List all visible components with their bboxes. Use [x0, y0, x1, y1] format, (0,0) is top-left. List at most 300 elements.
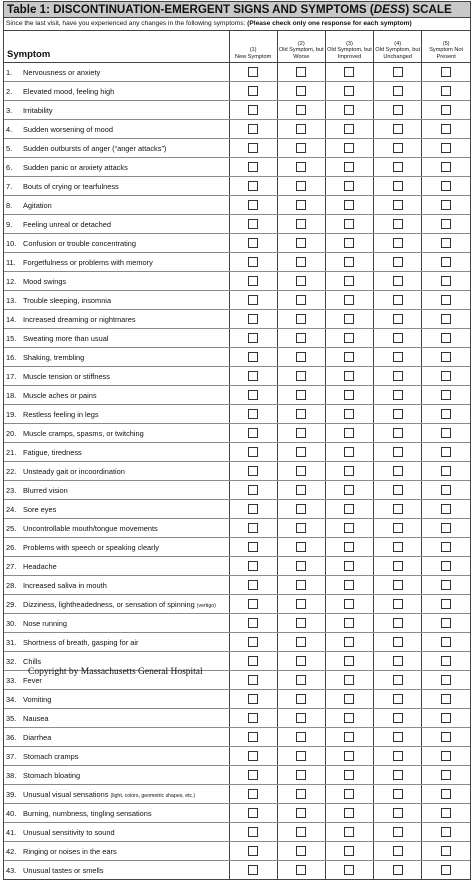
option-header-4: (4) Old Symptom, but Unchanged: [374, 31, 422, 63]
response-checkbox-1[interactable]: [248, 200, 258, 210]
response-checkbox-1[interactable]: [248, 675, 258, 685]
response-checkbox-1[interactable]: [248, 789, 258, 799]
response-cell-3: [325, 462, 373, 481]
response-checkbox-5[interactable]: [441, 181, 451, 191]
response-checkbox-5[interactable]: [441, 523, 451, 533]
response-checkbox-3[interactable]: [344, 580, 354, 590]
response-checkbox-2[interactable]: [296, 257, 306, 267]
response-cell-3: [325, 690, 373, 709]
response-checkbox-5[interactable]: [441, 466, 451, 476]
response-checkbox-2[interactable]: [296, 219, 306, 229]
response-checkbox-5[interactable]: [441, 542, 451, 552]
response-cell-2: [277, 766, 325, 785]
symptom-label: Nausea: [23, 713, 49, 723]
response-checkbox-4[interactable]: [393, 846, 403, 856]
response-checkbox-3[interactable]: [344, 371, 354, 381]
response-checkbox-4[interactable]: [393, 447, 403, 457]
symptom-cell: [4, 196, 229, 215]
response-checkbox-1[interactable]: [248, 770, 258, 780]
response-checkbox-3[interactable]: [344, 447, 354, 457]
response-checkbox-1[interactable]: [248, 808, 258, 818]
response-checkbox-5[interactable]: [441, 162, 451, 172]
response-cell-4: [374, 120, 422, 139]
response-checkbox-2[interactable]: [296, 466, 306, 476]
response-checkbox-4[interactable]: [393, 105, 403, 115]
copyright-notice: Copyright by Massachusetts General Hospital: [28, 667, 203, 677]
response-checkbox-1[interactable]: [248, 238, 258, 248]
response-checkbox-5[interactable]: [441, 789, 451, 799]
response-checkbox-2[interactable]: [296, 390, 306, 400]
response-checkbox-3[interactable]: [344, 618, 354, 628]
response-checkbox-1[interactable]: [248, 124, 258, 134]
response-checkbox-2[interactable]: [296, 732, 306, 742]
response-checkbox-1[interactable]: [248, 162, 258, 172]
response-checkbox-3[interactable]: [344, 200, 354, 210]
response-checkbox-3[interactable]: [344, 732, 354, 742]
symptom-label: Problems with speech or speaking clearly: [23, 542, 159, 552]
response-checkbox-2[interactable]: [296, 713, 306, 723]
response-checkbox-3[interactable]: [344, 86, 354, 96]
response-checkbox-4[interactable]: [393, 333, 403, 343]
symptom-label: Bouts of crying or tearfulness: [23, 181, 119, 191]
response-checkbox-4[interactable]: [393, 713, 403, 723]
response-checkbox-1[interactable]: [248, 713, 258, 723]
response-cell-4: [374, 63, 422, 82]
response-checkbox-3[interactable]: [344, 409, 354, 419]
response-cell-1: [229, 842, 277, 861]
symptom-cell: [4, 215, 229, 234]
response-cell-3: [325, 443, 373, 462]
response-checkbox-3[interactable]: [344, 523, 354, 533]
symptom-label: Stomach cramps: [23, 751, 79, 761]
symptom-cell: [4, 595, 229, 614]
response-cell-3: [325, 861, 373, 880]
response-checkbox-3[interactable]: [344, 675, 354, 685]
response-checkbox-5[interactable]: [441, 770, 451, 780]
response-checkbox-2[interactable]: [296, 314, 306, 324]
response-checkbox-4[interactable]: [393, 409, 403, 419]
response-checkbox-4[interactable]: [393, 656, 403, 666]
response-checkbox-4[interactable]: [393, 143, 403, 153]
response-checkbox-3[interactable]: [344, 770, 354, 780]
response-checkbox-3[interactable]: [344, 599, 354, 609]
response-checkbox-5[interactable]: [441, 485, 451, 495]
response-checkbox-2[interactable]: [296, 846, 306, 856]
response-checkbox-5[interactable]: [441, 637, 451, 647]
response-cell-4: [374, 253, 422, 272]
response-checkbox-4[interactable]: [393, 466, 403, 476]
response-checkbox-4[interactable]: [393, 314, 403, 324]
response-cell-4: [374, 538, 422, 557]
response-cell-3: [325, 671, 373, 690]
response-checkbox-5[interactable]: [441, 751, 451, 761]
response-cell-2: [277, 405, 325, 424]
response-checkbox-5[interactable]: [441, 276, 451, 286]
response-checkbox-4[interactable]: [393, 637, 403, 647]
response-cell-5: [422, 652, 470, 671]
response-cell-2: [277, 82, 325, 101]
response-checkbox-5[interactable]: [441, 846, 451, 856]
response-checkbox-5[interactable]: [441, 86, 451, 96]
response-checkbox-5[interactable]: [441, 447, 451, 457]
response-checkbox-3[interactable]: [344, 694, 354, 704]
response-checkbox-3[interactable]: [344, 314, 354, 324]
symptom-label: Fever: [23, 675, 42, 685]
response-checkbox-5[interactable]: [441, 580, 451, 590]
response-checkbox-3[interactable]: [344, 67, 354, 77]
response-checkbox-4[interactable]: [393, 67, 403, 77]
response-checkbox-4[interactable]: [393, 219, 403, 229]
symptom-number: 27.: [6, 561, 17, 571]
response-checkbox-1[interactable]: [248, 751, 258, 761]
response-checkbox-2[interactable]: [296, 561, 306, 571]
response-cell-4: [374, 158, 422, 177]
response-checkbox-3[interactable]: [344, 542, 354, 552]
response-cell-3: [325, 424, 373, 443]
response-checkbox-4[interactable]: [393, 789, 403, 799]
response-checkbox-2[interactable]: [296, 542, 306, 552]
response-checkbox-3[interactable]: [344, 181, 354, 191]
response-checkbox-5[interactable]: [441, 352, 451, 362]
response-checkbox-3[interactable]: [344, 162, 354, 172]
symptom-number: 2.: [6, 86, 13, 96]
table-row: [4, 861, 470, 880]
response-checkbox-3[interactable]: [344, 390, 354, 400]
response-cell-3: [325, 234, 373, 253]
response-checkbox-5[interactable]: [441, 124, 451, 134]
response-checkbox-1[interactable]: [248, 656, 258, 666]
response-cell-4: [374, 348, 422, 367]
symptom-number: 40.: [6, 808, 17, 818]
response-checkbox-1[interactable]: [248, 181, 258, 191]
response-checkbox-3[interactable]: [344, 238, 354, 248]
response-checkbox-2[interactable]: [296, 238, 306, 248]
response-checkbox-2[interactable]: [296, 808, 306, 818]
response-checkbox-2[interactable]: [296, 751, 306, 761]
response-cell-2: [277, 500, 325, 519]
response-checkbox-5[interactable]: [441, 219, 451, 229]
response-cell-1: [229, 785, 277, 804]
response-checkbox-4[interactable]: [393, 390, 403, 400]
response-checkbox-1[interactable]: [248, 333, 258, 343]
response-checkbox-5[interactable]: [441, 656, 451, 666]
response-checkbox-5[interactable]: [441, 371, 451, 381]
response-checkbox-4[interactable]: [393, 827, 403, 837]
response-cell-2: [277, 538, 325, 557]
response-checkbox-3[interactable]: [344, 846, 354, 856]
response-checkbox-5[interactable]: [441, 200, 451, 210]
response-checkbox-1[interactable]: [248, 599, 258, 609]
response-checkbox-5[interactable]: [441, 67, 451, 77]
response-checkbox-3[interactable]: [344, 637, 354, 647]
response-checkbox-3[interactable]: [344, 827, 354, 837]
response-cell-2: [277, 842, 325, 861]
response-cell-4: [374, 481, 422, 500]
response-checkbox-1[interactable]: [248, 447, 258, 457]
response-checkbox-5[interactable]: [441, 428, 451, 438]
response-checkbox-4[interactable]: [393, 580, 403, 590]
response-checkbox-2[interactable]: [296, 86, 306, 96]
response-checkbox-3[interactable]: [344, 808, 354, 818]
response-checkbox-2[interactable]: [296, 409, 306, 419]
symptom-label: Burning, numbness, tingling sensations: [23, 808, 152, 818]
response-checkbox-2[interactable]: [296, 162, 306, 172]
response-cell-2: [277, 804, 325, 823]
response-checkbox-2[interactable]: [296, 789, 306, 799]
response-checkbox-4[interactable]: [393, 770, 403, 780]
response-cell-5: [422, 614, 470, 633]
response-checkbox-5[interactable]: [441, 827, 451, 837]
response-checkbox-4[interactable]: [393, 371, 403, 381]
response-cell-4: [374, 462, 422, 481]
response-checkbox-4[interactable]: [393, 238, 403, 248]
response-checkbox-1[interactable]: [248, 523, 258, 533]
response-checkbox-5[interactable]: [441, 390, 451, 400]
response-checkbox-5[interactable]: [441, 333, 451, 343]
response-cell-1: [229, 728, 277, 747]
response-cell-5: [422, 709, 470, 728]
response-cell-1: [229, 139, 277, 158]
response-checkbox-3[interactable]: [344, 504, 354, 514]
response-checkbox-1[interactable]: [248, 618, 258, 628]
response-checkbox-3[interactable]: [344, 466, 354, 476]
response-checkbox-5[interactable]: [441, 409, 451, 419]
response-checkbox-1[interactable]: [248, 352, 258, 362]
response-checkbox-1[interactable]: [248, 105, 258, 115]
response-checkbox-5[interactable]: [441, 105, 451, 115]
response-cell-5: [422, 215, 470, 234]
response-checkbox-1[interactable]: [248, 694, 258, 704]
symptom-number: 21.: [6, 447, 17, 457]
response-checkbox-1[interactable]: [248, 865, 258, 875]
response-checkbox-2[interactable]: [296, 675, 306, 685]
response-checkbox-2[interactable]: [296, 276, 306, 286]
response-checkbox-2[interactable]: [296, 504, 306, 514]
response-checkbox-3[interactable]: [344, 143, 354, 153]
response-checkbox-3[interactable]: [344, 561, 354, 571]
table-row: [4, 823, 470, 842]
response-checkbox-2[interactable]: [296, 485, 306, 495]
response-checkbox-2[interactable]: [296, 143, 306, 153]
response-checkbox-5[interactable]: [441, 295, 451, 305]
response-cell-4: [374, 101, 422, 120]
response-checkbox-4[interactable]: [393, 751, 403, 761]
response-checkbox-1[interactable]: [248, 314, 258, 324]
response-checkbox-3[interactable]: [344, 865, 354, 875]
response-checkbox-2[interactable]: [296, 618, 306, 628]
symptom-label: Sweating more than usual: [23, 333, 109, 343]
response-checkbox-1[interactable]: [248, 846, 258, 856]
response-checkbox-5[interactable]: [441, 713, 451, 723]
response-cell-3: [325, 652, 373, 671]
response-checkbox-1[interactable]: [248, 485, 258, 495]
response-checkbox-1[interactable]: [248, 580, 258, 590]
response-checkbox-2[interactable]: [296, 67, 306, 77]
response-checkbox-2[interactable]: [296, 447, 306, 457]
response-checkbox-5[interactable]: [441, 599, 451, 609]
table-row: [4, 538, 470, 557]
response-checkbox-3[interactable]: [344, 352, 354, 362]
response-checkbox-1[interactable]: [248, 390, 258, 400]
response-checkbox-4[interactable]: [393, 124, 403, 134]
response-checkbox-5[interactable]: [441, 618, 451, 628]
response-checkbox-1[interactable]: [248, 466, 258, 476]
response-checkbox-5[interactable]: [441, 675, 451, 685]
response-checkbox-4[interactable]: [393, 675, 403, 685]
response-checkbox-2[interactable]: [296, 428, 306, 438]
response-cell-2: [277, 747, 325, 766]
response-cell-3: [325, 215, 373, 234]
response-checkbox-3[interactable]: [344, 295, 354, 305]
response-checkbox-3[interactable]: [344, 105, 354, 115]
response-cell-4: [374, 842, 422, 861]
response-cell-1: [229, 823, 277, 842]
response-checkbox-5[interactable]: [441, 694, 451, 704]
response-checkbox-5[interactable]: [441, 504, 451, 514]
response-cell-5: [422, 519, 470, 538]
response-checkbox-3[interactable]: [344, 257, 354, 267]
table-row: [4, 82, 470, 101]
response-checkbox-1[interactable]: [248, 86, 258, 96]
symptom-cell: [4, 557, 229, 576]
response-checkbox-3[interactable]: [344, 276, 354, 286]
symptom-cell: [4, 481, 229, 500]
response-cell-5: [422, 861, 470, 880]
response-checkbox-2[interactable]: [296, 200, 306, 210]
response-checkbox-1[interactable]: [248, 276, 258, 286]
symptom-label: Muscle cramps, spasms, or twitching: [23, 428, 144, 438]
response-checkbox-1[interactable]: [248, 732, 258, 742]
response-checkbox-4[interactable]: [393, 694, 403, 704]
response-checkbox-4[interactable]: [393, 808, 403, 818]
response-checkbox-4[interactable]: [393, 257, 403, 267]
response-checkbox-3[interactable]: [344, 485, 354, 495]
response-checkbox-2[interactable]: [296, 656, 306, 666]
response-cell-4: [374, 690, 422, 709]
response-checkbox-5[interactable]: [441, 808, 451, 818]
response-checkbox-2[interactable]: [296, 770, 306, 780]
response-checkbox-2[interactable]: [296, 865, 306, 875]
response-checkbox-4[interactable]: [393, 865, 403, 875]
response-checkbox-4[interactable]: [393, 599, 403, 609]
response-checkbox-4[interactable]: [393, 428, 403, 438]
response-cell-5: [422, 158, 470, 177]
response-cell-2: [277, 253, 325, 272]
response-checkbox-2[interactable]: [296, 181, 306, 191]
response-checkbox-4[interactable]: [393, 732, 403, 742]
response-checkbox-4[interactable]: [393, 200, 403, 210]
response-checkbox-2[interactable]: [296, 694, 306, 704]
response-checkbox-2[interactable]: [296, 333, 306, 343]
table-row: [4, 804, 470, 823]
response-checkbox-2[interactable]: [296, 295, 306, 305]
response-checkbox-2[interactable]: [296, 827, 306, 837]
response-cell-5: [422, 272, 470, 291]
table-row: [4, 386, 470, 405]
response-checkbox-2[interactable]: [296, 523, 306, 533]
response-checkbox-5[interactable]: [441, 732, 451, 742]
response-checkbox-2[interactable]: [296, 371, 306, 381]
response-checkbox-4[interactable]: [393, 276, 403, 286]
response-cell-1: [229, 633, 277, 652]
response-checkbox-1[interactable]: [248, 637, 258, 647]
response-checkbox-3[interactable]: [344, 124, 354, 134]
symptom-cell: [4, 804, 229, 823]
response-cell-2: [277, 823, 325, 842]
table-row: [4, 747, 470, 766]
response-checkbox-3[interactable]: [344, 751, 354, 761]
response-checkbox-1[interactable]: [248, 219, 258, 229]
response-checkbox-1[interactable]: [248, 295, 258, 305]
response-checkbox-1[interactable]: [248, 409, 258, 419]
response-cell-5: [422, 386, 470, 405]
response-checkbox-1[interactable]: [248, 561, 258, 571]
response-checkbox-3[interactable]: [344, 333, 354, 343]
symptom-label: Shaking, trembling: [23, 352, 85, 362]
response-checkbox-5[interactable]: [441, 238, 451, 248]
response-checkbox-4[interactable]: [393, 181, 403, 191]
table-row: [4, 462, 470, 481]
response-checkbox-4[interactable]: [393, 504, 403, 514]
response-checkbox-1[interactable]: [248, 67, 258, 77]
response-checkbox-4[interactable]: [393, 618, 403, 628]
response-checkbox-1[interactable]: [248, 504, 258, 514]
response-checkbox-4[interactable]: [393, 485, 403, 495]
response-checkbox-3[interactable]: [344, 713, 354, 723]
response-checkbox-2[interactable]: [296, 124, 306, 134]
response-cell-5: [422, 747, 470, 766]
response-checkbox-2[interactable]: [296, 637, 306, 647]
table-row: [4, 272, 470, 291]
response-checkbox-3[interactable]: [344, 219, 354, 229]
response-cell-2: [277, 139, 325, 158]
response-checkbox-4[interactable]: [393, 162, 403, 172]
response-checkbox-5[interactable]: [441, 143, 451, 153]
response-checkbox-4[interactable]: [393, 523, 403, 533]
response-checkbox-5[interactable]: [441, 314, 451, 324]
response-checkbox-4[interactable]: [393, 542, 403, 552]
response-checkbox-5[interactable]: [441, 865, 451, 875]
response-checkbox-1[interactable]: [248, 428, 258, 438]
symptom-cell: [4, 82, 229, 101]
response-checkbox-2[interactable]: [296, 599, 306, 609]
response-checkbox-1[interactable]: [248, 257, 258, 267]
response-cell-4: [374, 671, 422, 690]
response-cell-1: [229, 386, 277, 405]
symptom-cell: [4, 728, 229, 747]
response-checkbox-3[interactable]: [344, 789, 354, 799]
response-checkbox-4[interactable]: [393, 561, 403, 571]
table-row: [4, 158, 470, 177]
response-checkbox-2[interactable]: [296, 352, 306, 362]
response-checkbox-1[interactable]: [248, 371, 258, 381]
response-cell-2: [277, 595, 325, 614]
response-checkbox-2[interactable]: [296, 105, 306, 115]
symptom-label: Chills: [23, 656, 42, 666]
response-checkbox-5[interactable]: [441, 561, 451, 571]
response-checkbox-1[interactable]: [248, 542, 258, 552]
response-checkbox-3[interactable]: [344, 656, 354, 666]
response-checkbox-4[interactable]: [393, 295, 403, 305]
response-checkbox-5[interactable]: [441, 257, 451, 267]
response-checkbox-1[interactable]: [248, 827, 258, 837]
response-checkbox-4[interactable]: [393, 86, 403, 96]
response-checkbox-4[interactable]: [393, 352, 403, 362]
response-checkbox-1[interactable]: [248, 143, 258, 153]
response-cell-5: [422, 690, 470, 709]
response-checkbox-2[interactable]: [296, 580, 306, 590]
response-checkbox-3[interactable]: [344, 428, 354, 438]
